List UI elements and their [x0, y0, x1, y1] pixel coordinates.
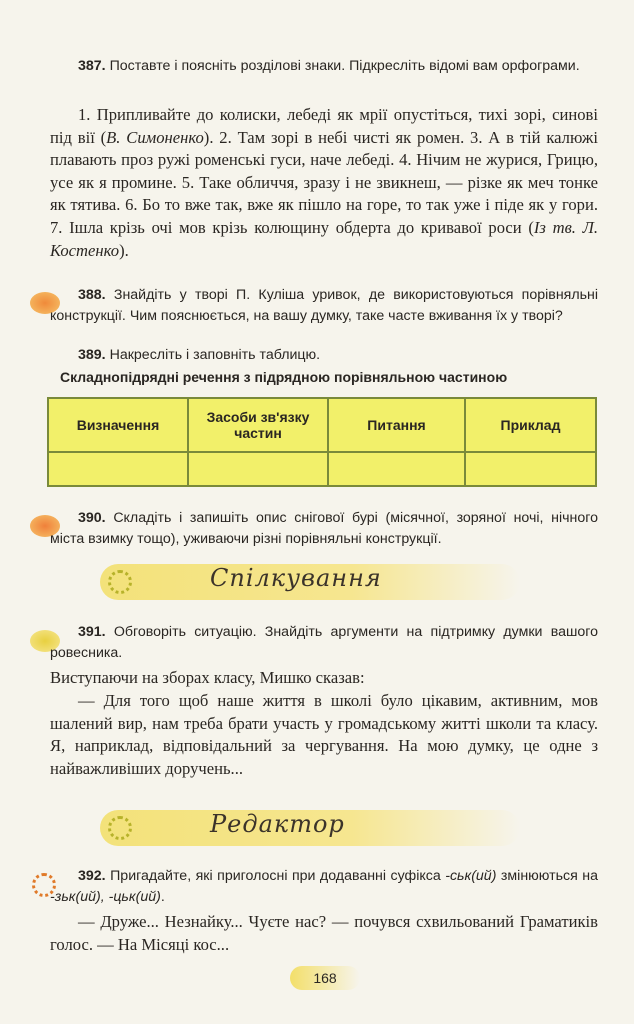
author: В. Симоненко: [106, 127, 204, 147]
task-text: Обговоріть ситуацію. Знайдіть аргументи на підтримку думки вашого ровесника.: [50, 624, 598, 661]
exercise-number: 390.: [78, 510, 106, 526]
table-cell: [48, 452, 188, 486]
comparison-table: [47, 397, 597, 487]
exercise-number: 389.: [78, 347, 106, 363]
table-cell: [465, 452, 596, 486]
exercise-387-text: [50, 104, 598, 262]
table-title: Складнопідрядні речення з підрядною порівняльною частиною: [60, 369, 508, 385]
exercise-391: [50, 622, 598, 663]
table-cell: [328, 452, 465, 486]
exercise-391-speech: — Для того щоб наше життя в школі було цікавим, активним, мов шалений вир, нам треба брати участь у громадському житті школи та класу. Я, наприклад, відповідальний за чергування. На мою думку, це одне з найважливіших доручень...: [50, 691, 598, 778]
table-cell: [188, 452, 328, 486]
exercise-number: 392.: [78, 868, 106, 884]
table-header-row: [48, 398, 596, 452]
text: ).: [119, 240, 129, 260]
task-text: Складіть і запишіть опис снігової бурі (місячної, зоряної ночі, нічного міста взимку тощо), уживаючи різні порівняльні конструкції.: [50, 510, 598, 547]
task-text: Пригадайте, які приголосні при додаванні суфікса: [110, 868, 446, 884]
exercise-392: [50, 866, 598, 907]
suffix: -зьк(ий), -цьк(ий): [50, 888, 161, 905]
exercise-390: [50, 508, 598, 549]
exercise-number: 387.: [78, 58, 106, 74]
text: ). 2. Там зорі в небі чисті як ромен. 3. А в тій калюжі плавають проз ружі роменські гуси, наче лебеді. 4. Нічим не журися, Грицю, усе як я промине. 5. Таке обличчя, зразу і не звикнеш, — різке як меч тонке як тятива. 6. Бо то вже так, вже як пішло на горе, то так уже і піде як у гори. 7. Ішла крізь очі мов крізь колющину обдерта до кривавої роси (: [50, 127, 599, 237]
text: 1. Припливайте до колиски, лебеді як мрії опустіться, тихі зорі, синові під вії (: [50, 105, 598, 147]
section-banner-communication: [100, 564, 520, 600]
task-text: змінюються на: [496, 868, 598, 884]
exercise-389: [50, 345, 598, 366]
table-header: Визначення: [48, 398, 188, 452]
task-text: Знайдіть у творі П. Куліша уривок, де використовуються порівняльні конструкції. Чим пояснюється, на вашу думку, таке часте вживання їх у творі?: [50, 287, 598, 324]
suffix: -ськ(ий): [445, 868, 497, 884]
task-text: Поставте і поясніть розділові знаки. Підкресліть відомі вам орфограми.: [109, 58, 580, 74]
page-number: 168: [290, 966, 360, 990]
section-banner-editor: [100, 810, 520, 846]
author: Із тв. Л. Костенко: [50, 217, 599, 260]
flower-icon: [108, 816, 132, 840]
table-header: Питання: [328, 398, 465, 452]
section-title: Спілкування: [210, 564, 382, 592]
exercise-392-text: — Друже... Незнайку... Чуєте нас? — почувся схвильований Граматиків голос. — На Місяці кос...: [50, 912, 598, 954]
exercise-number: 388.: [78, 287, 106, 303]
task-text: Накресліть і заповніть таблицю.: [109, 347, 321, 363]
exercise-number: 391.: [78, 624, 106, 640]
exercise-391-intro: Виступаючи на зборах класу, Мишко сказав:: [50, 668, 365, 687]
table-row: [48, 452, 596, 486]
exercise-388: [50, 285, 598, 326]
flower-icon: [108, 570, 132, 594]
task-text: .: [160, 888, 165, 905]
exercise-387-task: [50, 56, 598, 77]
table-header: Приклад: [465, 398, 596, 452]
section-title: Редактор: [210, 810, 345, 838]
table-header: Засоби зв'язку частин: [188, 398, 328, 452]
